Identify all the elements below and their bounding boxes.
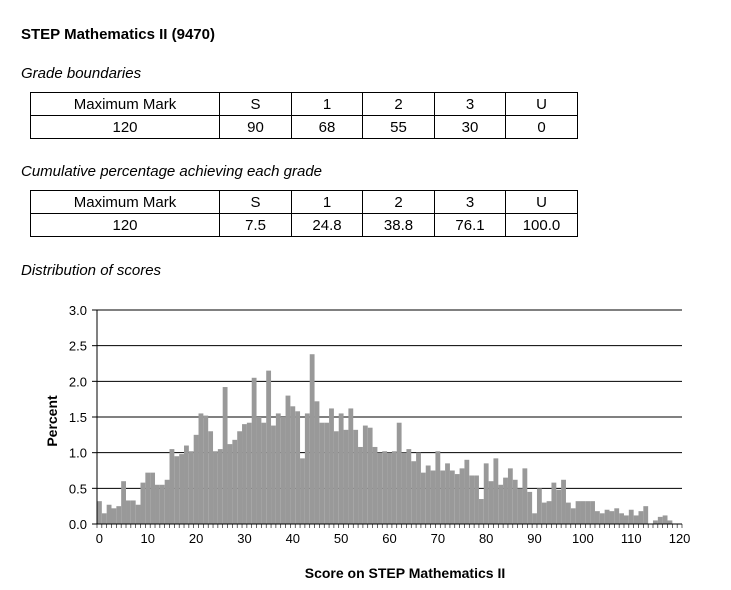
bar [145, 473, 150, 524]
bar [440, 471, 445, 525]
table-cell: 90 [220, 116, 292, 139]
bar [493, 458, 498, 524]
bar [281, 417, 286, 524]
bar [271, 426, 276, 524]
table-header-row [31, 93, 578, 116]
cumulative-percentage-table [30, 190, 578, 237]
bar [532, 513, 537, 524]
bar [199, 413, 204, 524]
bar [609, 511, 614, 524]
table-cell: U [506, 191, 578, 214]
y-tick-label: 3.0 [68, 303, 87, 318]
bar [590, 501, 595, 524]
x-tick-label: 110 [620, 531, 642, 546]
page-title: STEP Mathematics II (9470) [21, 26, 215, 43]
bar [522, 468, 527, 524]
bar [518, 488, 523, 524]
bar [580, 501, 585, 524]
bar [165, 480, 170, 524]
bar [595, 511, 600, 524]
bar [315, 401, 320, 524]
bar [426, 466, 431, 524]
bar [150, 473, 155, 524]
bar [373, 447, 378, 524]
table-cell: 30 [435, 116, 506, 139]
bar [348, 408, 353, 524]
bar [411, 461, 416, 524]
bar [397, 423, 402, 524]
bar [416, 453, 421, 524]
bar [537, 488, 542, 524]
bar [155, 485, 160, 524]
table-cell: 100.0 [506, 214, 578, 237]
bar [184, 446, 189, 524]
bar [547, 501, 552, 524]
bar [339, 413, 344, 524]
bar [102, 513, 107, 524]
bar [174, 456, 179, 524]
bar [566, 503, 571, 524]
grade-boundaries-table [30, 92, 578, 139]
bar [189, 451, 194, 524]
bar [668, 520, 673, 524]
bar [484, 463, 489, 524]
x-tick-label: 0 [95, 531, 104, 546]
x-tick-label: 30 [237, 531, 252, 546]
bar [561, 480, 566, 524]
bar [638, 511, 643, 524]
x-tick-label: 70 [430, 531, 446, 546]
bar [503, 478, 508, 524]
y-tick-label: 0.0 [68, 517, 87, 532]
bar [464, 460, 469, 524]
bar [334, 431, 339, 524]
table-row [31, 116, 578, 139]
table-cell: 120 [31, 214, 220, 237]
bar [310, 354, 315, 524]
bar [121, 481, 126, 524]
bar [455, 474, 460, 524]
table-cell: 1 [292, 93, 363, 116]
bar [450, 471, 455, 525]
bar [600, 513, 605, 524]
bar [213, 451, 218, 524]
bar [266, 371, 271, 524]
bar [242, 424, 247, 524]
x-tick-label: 100 [572, 531, 594, 546]
table-cell: 68 [292, 116, 363, 139]
table-cell: Maximum Mark [31, 191, 220, 214]
bar [353, 430, 358, 524]
table-header-row [31, 191, 578, 214]
x-tick-labels [96, 531, 691, 546]
table-row [31, 214, 578, 237]
bar [469, 475, 474, 524]
bar [116, 506, 121, 524]
bar [126, 500, 131, 524]
x-tick-label: 80 [478, 531, 494, 546]
table-cell: 38.8 [363, 214, 435, 237]
bar [194, 435, 199, 524]
bar [228, 444, 233, 524]
chart-bars [97, 354, 672, 524]
bar [634, 515, 639, 524]
bar [276, 413, 281, 524]
bar [247, 423, 252, 524]
x-tick-label: 120 [668, 531, 691, 546]
bar [305, 413, 310, 524]
bar [257, 417, 262, 524]
y-tick-label: 2.0 [68, 374, 87, 390]
y-tick-label: 1.5 [68, 410, 87, 425]
bar [319, 423, 324, 524]
bar [653, 520, 658, 524]
table-cell: 2 [363, 93, 435, 116]
x-tick-label: 90 [527, 531, 542, 546]
bar [237, 431, 242, 524]
bar [112, 508, 117, 524]
bar [474, 475, 479, 524]
bar [576, 501, 581, 524]
bar [203, 416, 208, 524]
table-cell: U [506, 93, 578, 116]
x-tick-label: 50 [333, 531, 349, 546]
bar [208, 431, 213, 524]
distribution-heading: Distribution of scores [21, 262, 162, 279]
bar [556, 490, 561, 524]
bar [97, 501, 102, 524]
y-tick-label: 2.5 [68, 338, 87, 354]
bar [136, 505, 141, 524]
bar [300, 458, 305, 524]
table-cell: 55 [363, 116, 435, 139]
bar [527, 492, 532, 524]
table-cell: 24.8 [292, 214, 363, 237]
table-cell: 0 [506, 116, 578, 139]
table-cell: S [220, 191, 292, 214]
bar [431, 471, 436, 525]
y-tick-label: 1.0 [68, 445, 87, 461]
bar [368, 428, 373, 524]
bar [377, 453, 382, 524]
grade-boundaries-heading: Grade boundaries [21, 65, 142, 82]
bar [460, 468, 465, 524]
bar [479, 499, 484, 524]
bar [498, 485, 503, 524]
bar [489, 481, 494, 524]
bar [131, 500, 136, 524]
table-cell: Maximum Mark [31, 93, 220, 116]
bar [286, 396, 291, 524]
x-tick-label: 20 [188, 531, 204, 546]
bar [402, 453, 407, 524]
bar [658, 517, 663, 524]
bar [629, 510, 634, 524]
bar [232, 440, 237, 524]
bar [160, 485, 165, 524]
cumulative-percentage-heading: Cumulative percentage achieving each grade [21, 163, 323, 180]
bar [358, 447, 363, 524]
bar [252, 378, 257, 524]
y-axis-label: Percent [44, 395, 60, 447]
bar [663, 515, 668, 524]
y-tick-label: 0.5 [68, 481, 87, 497]
bar [324, 423, 329, 524]
x-tick-label: 10 [140, 531, 155, 546]
bar [179, 454, 184, 524]
bar [542, 503, 547, 524]
bar [614, 508, 619, 524]
bar [643, 506, 648, 524]
bar [223, 387, 228, 524]
bar [344, 430, 349, 524]
bar [329, 408, 334, 524]
table-cell: S [220, 93, 292, 116]
bar [218, 449, 223, 524]
bar [571, 508, 576, 524]
bar [261, 423, 266, 524]
bar [619, 513, 624, 524]
table-cell: 7.5 [220, 214, 292, 237]
bar [382, 451, 387, 524]
table-cell: 2 [363, 191, 435, 214]
bar [170, 449, 175, 524]
score-distribution-chart [0, 295, 731, 590]
table-cell: 3 [435, 191, 506, 214]
x-tick-label: 60 [382, 531, 397, 546]
bar [387, 453, 392, 524]
table-cell: 76.1 [435, 214, 506, 237]
table-cell: 3 [435, 93, 506, 116]
bar [295, 411, 300, 524]
y-tick-labels [69, 303, 87, 532]
bar [513, 480, 518, 524]
bar [421, 473, 426, 524]
bar [605, 510, 610, 524]
bar [290, 406, 295, 524]
bar [445, 463, 450, 524]
bar [508, 468, 513, 524]
bar [435, 451, 440, 524]
bar [107, 505, 112, 524]
bar [624, 515, 629, 524]
bar [392, 451, 397, 524]
bar [551, 483, 556, 524]
bar [406, 449, 411, 524]
bar [141, 483, 146, 524]
x-axis-label: Score on STEP Mathematics II [304, 565, 506, 581]
bar [585, 501, 590, 524]
x-tick-label: 40 [285, 531, 301, 546]
bar [363, 426, 368, 524]
table-cell: 1 [292, 191, 363, 214]
table-cell: 120 [31, 116, 220, 139]
